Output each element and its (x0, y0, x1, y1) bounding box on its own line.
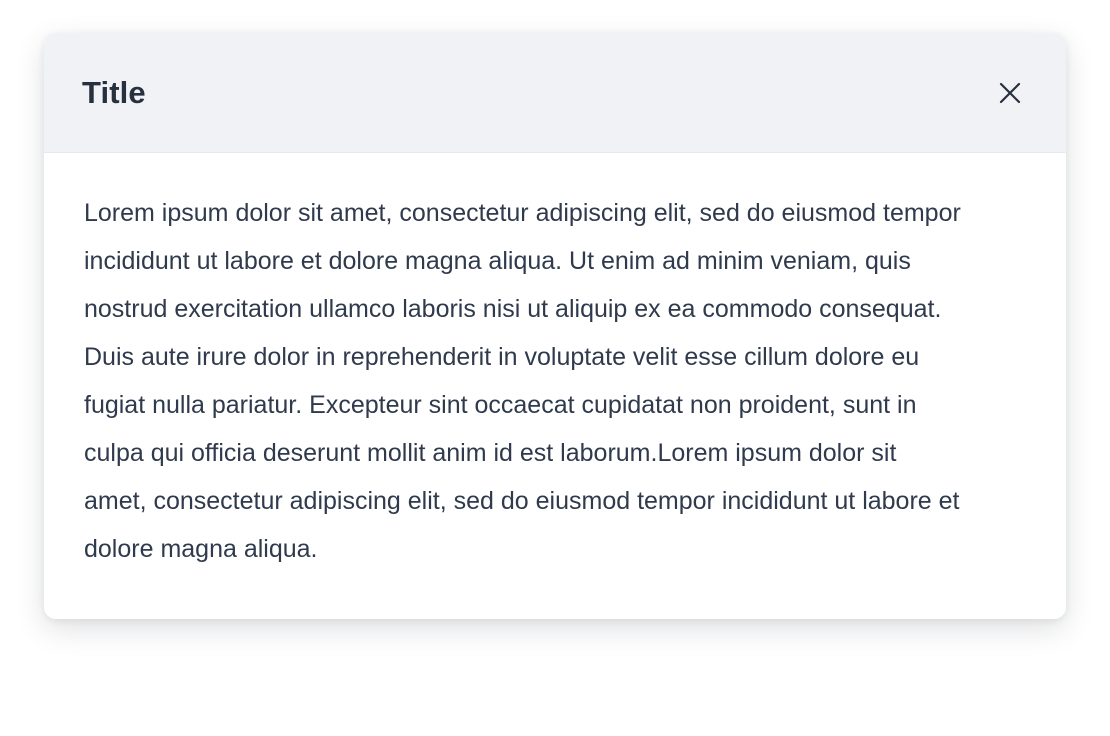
modal-body (44, 153, 1066, 619)
modal-header (44, 33, 1066, 153)
dialog-body-text: Lorem ipsum dolor sit amet, consectetur adipiscing elit, sed do eiusmod tempor incididunt ut labore et dolore magna aliqua. Ut enim ad minim veniam, quis nostrud exercitation ullamco laboris nisi ut aliquip ex ea commodo consequat. Duis aute irure dolor in reprehenderit in voluptate velit esse cillum dolore eu fugiat nulla pariatur. Excepteur sint occaecat cupidatat non proident, sunt in culpa qui officia deserunt mollit anim id est laborum.Lorem ipsum dolor sit amet, consectetur adipiscing elit, sed do eiusmod tempor incididunt ut labore et dolore magna aliqua. (84, 199, 961, 563)
close-icon (997, 80, 1023, 106)
close-button[interactable] (990, 73, 1030, 113)
modal-dialog (44, 33, 1066, 619)
dialog-title: Title (82, 75, 146, 110)
